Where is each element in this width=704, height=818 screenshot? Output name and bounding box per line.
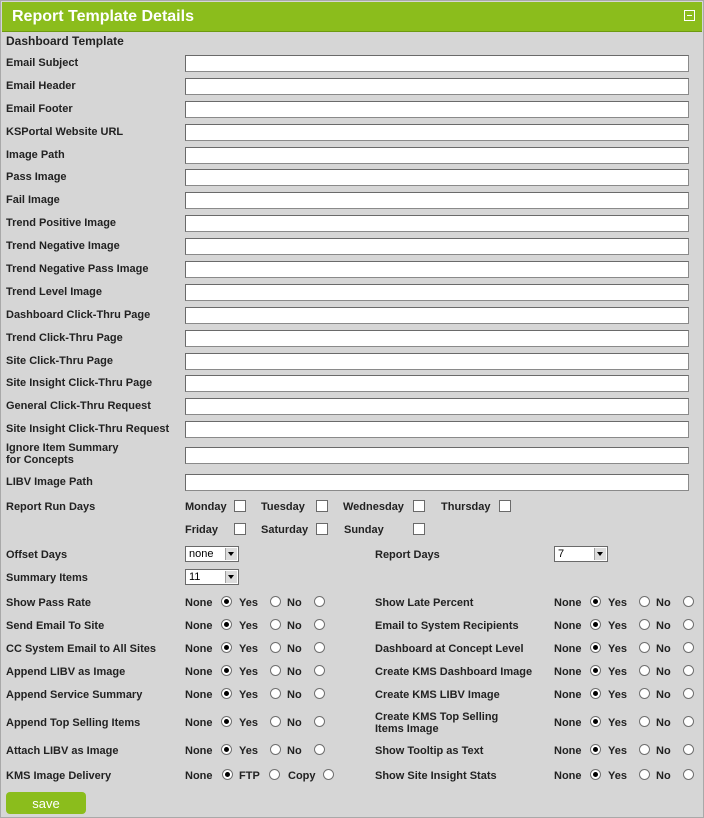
day-checkbox-wednesday[interactable] (413, 500, 425, 512)
option-text-yes: Yes (608, 770, 627, 782)
field-label-trend-click-thru-page: Trend Click-Thru Page (6, 332, 123, 344)
option-text-yes: Yes (239, 620, 258, 632)
option-text-none: None (554, 717, 582, 729)
create-kms-dashboard-image-radio-yes[interactable] (639, 665, 650, 676)
cc-system-email-to-all-sites-radio-none[interactable] (221, 642, 232, 653)
day-checkbox-sunday[interactable] (413, 523, 425, 535)
option-label-send-email-to-site: Send Email To Site (6, 620, 105, 632)
field-label-libv-image-path: LIBV Image Path (6, 476, 93, 488)
option-text-yes: Yes (608, 620, 627, 632)
option-label-kms-image-delivery: KMS Image Delivery (6, 770, 112, 782)
field-label-general-click-thru-request: General Click-Thru Request (6, 400, 151, 412)
field-label-fail-image: Fail Image (6, 194, 60, 206)
offset-days-label: Offset Days (6, 549, 68, 561)
option-text-no: No (287, 745, 302, 757)
create-kms-top-selling-items-image-radio-none[interactable] (590, 716, 601, 727)
option-text-no: No (656, 689, 671, 701)
show-tooltip-as-text-radio-no[interactable] (683, 744, 694, 755)
attach-libv-as-image-radio-none[interactable] (221, 744, 232, 755)
chevron-down-icon (594, 548, 606, 560)
report-days-label: Report Days (375, 549, 440, 561)
option-text-no: No (656, 597, 671, 609)
day-checkbox-friday[interactable] (234, 523, 246, 535)
option-text-yes: Yes (239, 666, 258, 678)
field-label-email-subject: Email Subject (6, 57, 79, 69)
field-label-site-insight-click-thru-request: Site Insight Click-Thru Request (6, 423, 170, 435)
option-text-yes: Yes (239, 597, 258, 609)
email-to-system-recipients-radio-no[interactable] (683, 619, 694, 630)
offset-days-select[interactable] (185, 546, 239, 562)
show-site-insight-stats-radio-yes[interactable] (639, 769, 650, 780)
chevron-down-icon (225, 571, 237, 583)
field-label-email-footer: Email Footer (6, 103, 73, 115)
option-text-none: None (185, 620, 213, 632)
option-text-yes: Yes (239, 643, 258, 655)
ksportal-website-url-input[interactable] (185, 124, 689, 141)
option-text-copy: Copy (288, 770, 316, 782)
option-label-attach-libv-as-image: Attach LIBV as Image (6, 745, 119, 757)
trend-positive-image-input[interactable] (185, 215, 689, 232)
option-label-cc-system-email-to-all-sites: CC System Email to All Sites (6, 643, 156, 655)
option-text-no: No (656, 717, 671, 729)
dashboard-at-concept-level-radio-yes[interactable] (639, 642, 650, 653)
kms-image-delivery-radio-ftp[interactable] (269, 769, 280, 780)
create-kms-top-selling-items-image-radio-no[interactable] (683, 716, 694, 727)
option-text-yes: Yes (608, 666, 627, 678)
email-header-input[interactable] (185, 78, 689, 95)
panel-header (2, 2, 702, 32)
append-libv-as-image-radio-none[interactable] (221, 665, 232, 676)
option-text-yes: Yes (608, 717, 627, 729)
create-kms-dashboard-image-radio-no[interactable] (683, 665, 694, 676)
day-checkbox-monday[interactable] (234, 500, 246, 512)
append-libv-as-image-radio-yes[interactable] (270, 665, 281, 676)
option-text-none: None (554, 666, 582, 678)
option-label-dashboard-at-concept-level: Dashboard at Concept Level (375, 643, 524, 655)
site-insight-click-thru-page-input[interactable] (185, 375, 689, 392)
option-text-none: None (554, 643, 582, 655)
trend-negative-pass-image-input[interactable] (185, 261, 689, 278)
option-label-create-kms-dashboard-image: Create KMS Dashboard Image (375, 666, 533, 678)
option-text-yes: Yes (239, 689, 258, 701)
dashboard-at-concept-level-radio-no[interactable] (683, 642, 694, 653)
report-days-select[interactable] (554, 546, 608, 562)
email-subject-input[interactable] (185, 55, 689, 72)
append-service-summary-radio-none[interactable] (221, 688, 232, 699)
option-text-none: None (185, 666, 213, 678)
field-label-trend-level-image: Trend Level Image (6, 286, 102, 298)
option-text-no: No (656, 666, 671, 678)
show-pass-rate-radio-no[interactable] (314, 596, 325, 607)
day-checkbox-saturday[interactable] (316, 523, 328, 535)
email-footer-input[interactable] (185, 101, 689, 118)
day-label-thursday: Thursday (441, 501, 491, 513)
field-label-ksportal-website-url: KSPortal Website URL (6, 126, 124, 138)
cc-system-email-to-all-sites-radio-no[interactable] (314, 642, 325, 653)
show-pass-rate-radio-yes[interactable] (270, 596, 281, 607)
option-label-append-top-selling-items: Append Top Selling Items (6, 717, 141, 729)
summary-items-select[interactable] (185, 569, 239, 585)
libv-image-path-input[interactable] (185, 474, 689, 491)
site-click-thru-page-input[interactable] (185, 353, 689, 370)
option-text-no: No (287, 666, 302, 678)
option-text-none: None (185, 770, 213, 782)
option-label-create-kms-libv-image: Create KMS LIBV Image (375, 689, 500, 701)
pass-image-input[interactable] (185, 169, 689, 186)
send-email-to-site-radio-no[interactable] (314, 619, 325, 630)
option-label-show-site-insight-stats: Show Site Insight Stats (375, 770, 497, 782)
create-kms-top-selling-items-image-radio-yes[interactable] (639, 716, 650, 727)
field-label-trend-negative-pass-image: Trend Negative Pass Image (6, 263, 149, 275)
option-text-no: No (287, 689, 302, 701)
append-top-selling-items-radio-none[interactable] (221, 716, 232, 727)
field-label-trend-negative-image: Trend Negative Image (6, 240, 120, 252)
field-label-site-click-thru-page: Site Click-Thru Page (6, 355, 113, 367)
trend-click-thru-page-input[interactable] (185, 330, 689, 347)
field-label-ignore-item-summary-for-concepts: Ignore Item Summary for Concepts (6, 442, 119, 466)
option-text-no: No (287, 717, 302, 729)
create-kms-libv-image-radio-none[interactable] (590, 688, 601, 699)
option-label-show-pass-rate: Show Pass Rate (6, 597, 91, 609)
show-site-insight-stats-radio-no[interactable] (683, 769, 694, 780)
option-text-yes: Yes (239, 745, 258, 757)
kms-image-delivery-radio-none[interactable] (222, 769, 233, 780)
option-text-none: None (554, 689, 582, 701)
image-path-input[interactable] (185, 147, 689, 164)
option-text-no: No (287, 643, 302, 655)
field-label-pass-image: Pass Image (6, 171, 67, 183)
option-text-none: None (554, 620, 582, 632)
general-click-thru-request-input[interactable] (185, 398, 689, 415)
show-tooltip-as-text-radio-yes[interactable] (639, 744, 650, 755)
option-text-none: None (554, 745, 582, 757)
option-text-none: None (185, 643, 213, 655)
dashboard-click-thru-page-input[interactable] (185, 307, 689, 324)
offset-days-value: none (189, 548, 214, 560)
save-button[interactable]: save (6, 792, 86, 814)
option-text-none: None (185, 745, 213, 757)
send-email-to-site-radio-yes[interactable] (270, 619, 281, 630)
site-insight-click-thru-request-input[interactable] (185, 421, 689, 438)
kms-image-delivery-radio-copy[interactable] (323, 769, 334, 780)
create-kms-libv-image-radio-no[interactable] (683, 688, 694, 699)
append-service-summary-radio-no[interactable] (314, 688, 325, 699)
show-late-percent-radio-none[interactable] (590, 596, 601, 607)
day-label-sunday: Sunday (344, 524, 384, 536)
day-label-monday: Monday (185, 501, 227, 513)
option-text-no: No (656, 745, 671, 757)
summary-items-value: 11 (189, 571, 201, 583)
day-checkbox-thursday[interactable] (499, 500, 511, 512)
option-text-no: No (656, 620, 671, 632)
option-text-none: None (185, 717, 213, 729)
append-service-summary-radio-yes[interactable] (270, 688, 281, 699)
collapse-icon[interactable] (684, 10, 695, 21)
append-libv-as-image-radio-no[interactable] (314, 665, 325, 676)
fail-image-input[interactable] (185, 192, 689, 209)
summary-items-label: Summary Items (6, 572, 88, 584)
show-late-percent-radio-no[interactable] (683, 596, 694, 607)
attach-libv-as-image-radio-yes[interactable] (270, 744, 281, 755)
option-label-append-libv-as-image: Append LIBV as Image (6, 666, 126, 678)
section-title: Dashboard Template (6, 34, 124, 48)
panel-title: Report Template Details (12, 8, 194, 25)
email-to-system-recipients-radio-yes[interactable] (639, 619, 650, 630)
field-label-image-path: Image Path (6, 149, 65, 161)
show-pass-rate-radio-none[interactable] (221, 596, 232, 607)
trend-negative-image-input[interactable] (185, 238, 689, 255)
option-label-append-service-summary: Append Service Summary (6, 689, 143, 701)
option-text-none: None (554, 770, 582, 782)
report-days-value: 7 (558, 548, 565, 560)
append-top-selling-items-radio-no[interactable] (314, 716, 325, 727)
option-label-show-tooltip-as-text: Show Tooltip as Text (375, 745, 484, 757)
create-kms-libv-image-radio-yes[interactable] (639, 688, 650, 699)
day-label-wednesday: Wednesday (343, 501, 404, 513)
option-text-no: No (287, 620, 302, 632)
option-label-email-to-system-recipients: Email to System Recipients (375, 620, 519, 632)
field-label-site-insight-click-thru-page: Site Insight Click-Thru Page (6, 377, 153, 389)
option-text-none: None (554, 597, 582, 609)
option-text-none: None (185, 689, 213, 701)
append-top-selling-items-radio-yes[interactable] (270, 716, 281, 727)
create-kms-dashboard-image-radio-none[interactable] (590, 665, 601, 676)
attach-libv-as-image-radio-no[interactable] (314, 744, 325, 755)
option-text-ftp: FTP (239, 770, 260, 782)
email-to-system-recipients-radio-none[interactable] (590, 619, 601, 630)
day-label-friday: Friday (185, 524, 219, 536)
option-text-none: None (185, 597, 213, 609)
option-label-create-kms-top-selling-items-image: Create KMS Top Selling Items Image (375, 711, 499, 735)
option-text-yes: Yes (608, 745, 627, 757)
option-text-yes: Yes (608, 689, 627, 701)
option-text-no: No (287, 597, 302, 609)
ignore-item-summary-for-concepts-input[interactable] (185, 447, 689, 464)
option-text-yes: Yes (608, 643, 627, 655)
chevron-down-icon (225, 548, 237, 560)
option-label-show-late-percent: Show Late Percent (375, 597, 474, 609)
field-label-trend-positive-image: Trend Positive Image (6, 217, 117, 229)
send-email-to-site-radio-none[interactable] (221, 619, 232, 630)
show-late-percent-radio-yes[interactable] (639, 596, 650, 607)
show-tooltip-as-text-radio-none[interactable] (590, 744, 601, 755)
cc-system-email-to-all-sites-radio-yes[interactable] (270, 642, 281, 653)
day-checkbox-tuesday[interactable] (316, 500, 328, 512)
run-days-label: Report Run Days (6, 501, 96, 513)
option-text-yes: Yes (608, 597, 627, 609)
option-text-yes: Yes (239, 717, 258, 729)
field-label-dashboard-click-thru-page: Dashboard Click-Thru Page (6, 309, 151, 321)
day-label-saturday: Saturday (261, 524, 309, 536)
option-text-no: No (656, 643, 671, 655)
trend-level-image-input[interactable] (185, 284, 689, 301)
option-text-no: No (656, 770, 671, 782)
show-site-insight-stats-radio-none[interactable] (590, 769, 601, 780)
day-label-tuesday: Tuesday (261, 501, 305, 513)
field-label-email-header: Email Header (6, 80, 76, 92)
dashboard-at-concept-level-radio-none[interactable] (590, 642, 601, 653)
